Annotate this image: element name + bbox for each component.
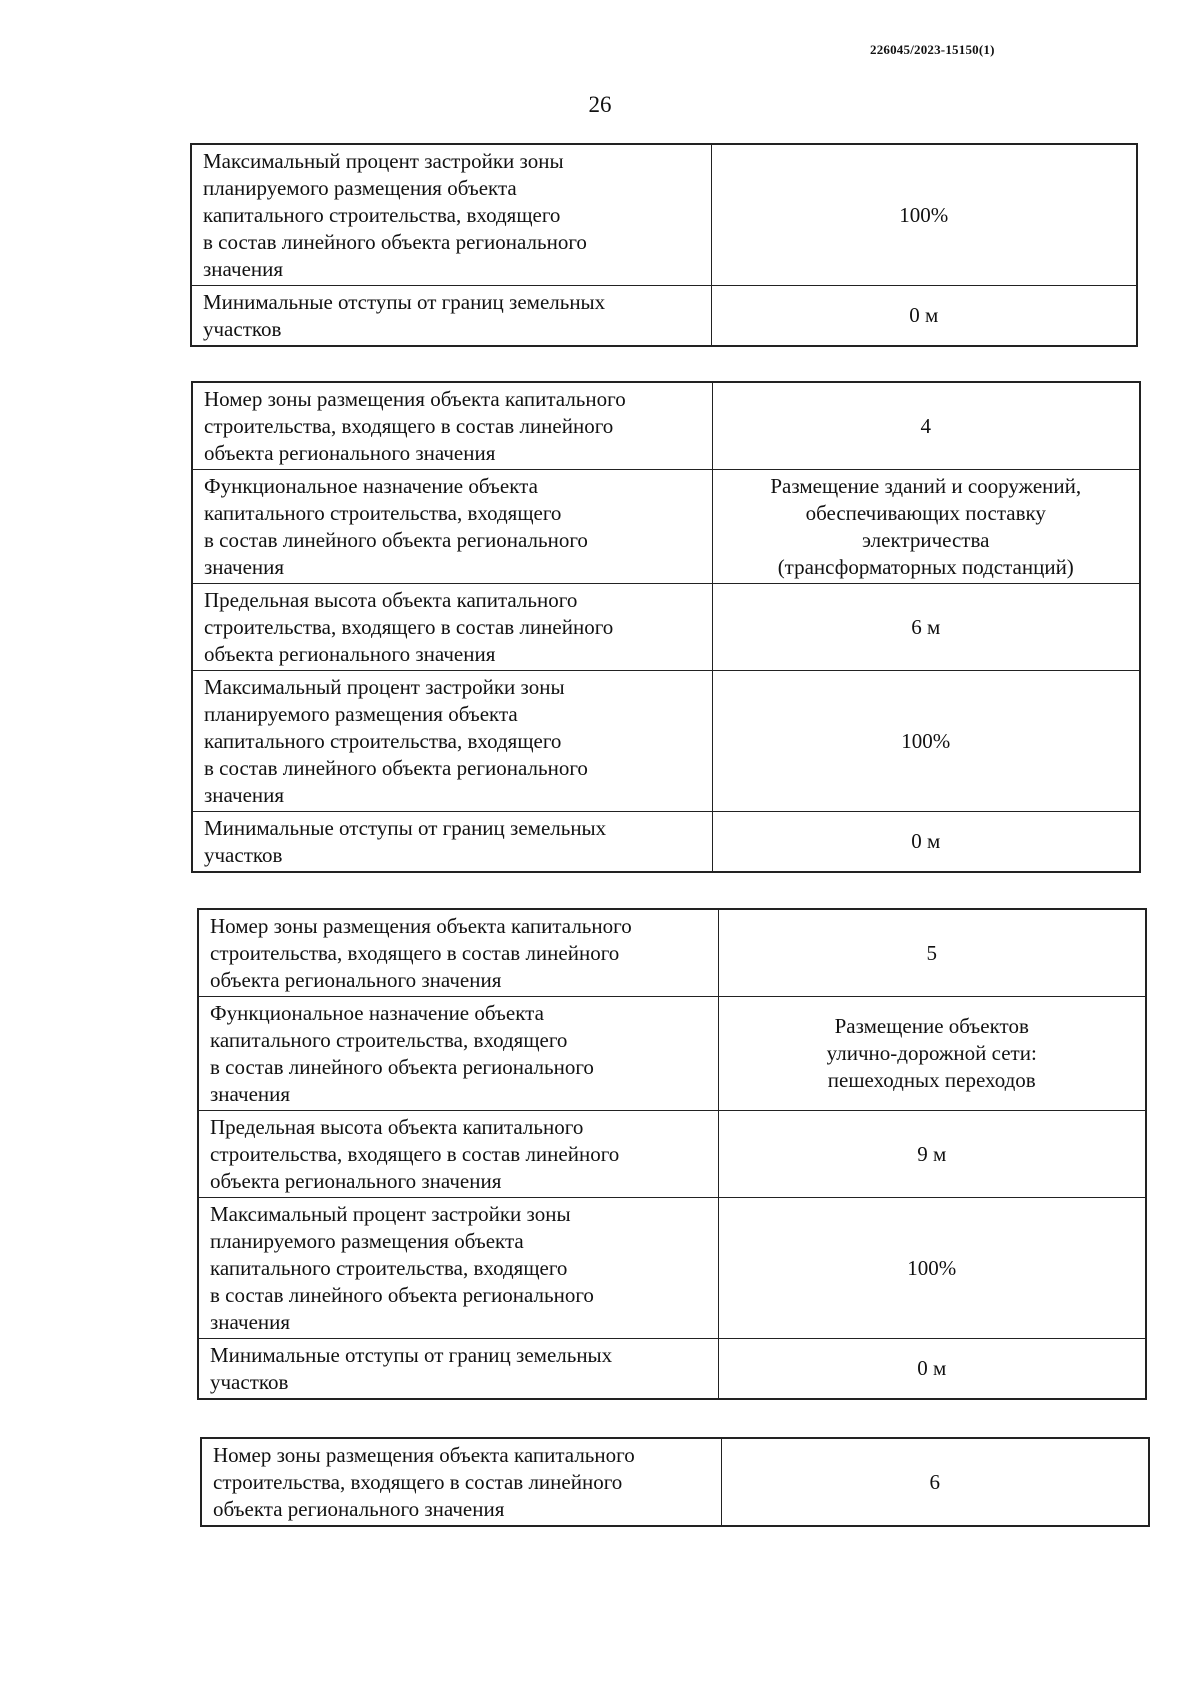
- document-registration-number: 226045/2023-15150(1): [870, 42, 995, 57]
- parameter-name-cell: [198, 997, 718, 1111]
- parameter-name-line: участков: [203, 317, 282, 341]
- parameter-value-line: 9 м: [917, 1141, 947, 1166]
- parameter-value-line: 100%: [899, 202, 949, 227]
- parameter-name-line: Функциональное назначение объекта: [210, 1001, 544, 1025]
- parameter-name-line: участков: [204, 843, 283, 867]
- parameter-value-line: 6: [929, 1469, 940, 1494]
- parameter-name-line: капитального строительства, входящего: [203, 203, 561, 227]
- parameter-value-line: Размещение зданий и сооружений,: [770, 473, 1082, 498]
- parameter-value-line: 0 м: [911, 829, 941, 853]
- parameter-name-line: Предельная высота объекта капитального: [204, 588, 578, 612]
- parameter-value-cell: [718, 1111, 1146, 1198]
- parameter-name-line: Номер зоны размещения объекта капитального: [210, 914, 632, 938]
- parameter-name-line: строительства, входящего в состав линейного: [210, 941, 620, 965]
- parameter-name-line: значения: [210, 1082, 291, 1106]
- parameter-value-line: Размещение объектов: [834, 1014, 1029, 1038]
- table-row: [192, 382, 1140, 470]
- parameter-name-line: объекта регионального значения: [210, 1169, 502, 1193]
- parameter-value-cell: [712, 671, 1140, 812]
- table-row: [198, 1111, 1146, 1198]
- parameter-value-line: электричества: [862, 527, 990, 552]
- parameter-value-cell: [718, 1339, 1146, 1400]
- parameter-value-cell: [712, 470, 1140, 584]
- parameter-name-cell: [198, 1339, 718, 1400]
- table-row: [192, 671, 1140, 812]
- parameter-value-line: (трансформаторных подстанций): [777, 554, 1074, 579]
- table-row: [192, 584, 1140, 671]
- parameter-value-cell: [718, 1198, 1146, 1339]
- parameter-name-line: в состав линейного объекта регионального: [204, 528, 588, 552]
- parameter-value-line: 100%: [907, 1255, 957, 1280]
- zone-parameters-table-continued: [190, 143, 1138, 347]
- parameter-name-line: Минимальные отступы от границ земельных: [203, 290, 606, 314]
- parameter-name-cell: [191, 144, 711, 286]
- parameter-name-line: в состав линейного объекта регионального: [210, 1055, 594, 1079]
- parameter-name-line: Предельная высота объекта капитального: [210, 1115, 584, 1139]
- parameter-name-line: планируемого размещения объекта: [203, 176, 517, 200]
- parameter-name-line: Функциональное назначение объекта: [204, 474, 538, 498]
- parameter-name-cell: [201, 1438, 721, 1526]
- parameter-name-line: капитального строительства, входящего: [210, 1256, 568, 1280]
- parameter-name-line: Номер зоны размещения объекта капитального: [204, 387, 626, 411]
- parameter-value-cell: [712, 382, 1140, 470]
- parameter-name-line: Максимальный процент застройки зоны: [210, 1202, 571, 1226]
- zone-6-parameters-table: [200, 1437, 1150, 1527]
- parameter-value-line: 100%: [901, 728, 951, 753]
- table-row: [192, 812, 1140, 873]
- parameter-value-cell: [712, 584, 1140, 671]
- parameter-name-line: значения: [203, 257, 284, 281]
- parameter-name-line: планируемого размещения объекта: [204, 702, 518, 726]
- parameter-value-cell: [718, 997, 1146, 1111]
- table-row: [191, 286, 1137, 347]
- parameter-name-line: Максимальный процент застройки зоны: [204, 675, 565, 699]
- parameter-value-cell: [721, 1438, 1149, 1526]
- zone-4-parameters-table: [191, 381, 1141, 873]
- parameter-value-cell: [711, 144, 1137, 286]
- zone-5-parameters-table: [197, 908, 1147, 1400]
- parameter-value-line: 0 м: [917, 1356, 947, 1380]
- table-row: [198, 1339, 1146, 1400]
- parameter-name-line: Минимальные отступы от границ земельных: [210, 1343, 613, 1367]
- parameter-name-line: в состав линейного объекта регионального: [204, 756, 588, 780]
- parameter-name-cell: [192, 812, 712, 873]
- parameter-name-line: значения: [210, 1310, 291, 1334]
- parameter-name-line: Минимальные отступы от границ земельных: [204, 816, 607, 840]
- parameter-name-line: Максимальный процент застройки зоны: [203, 149, 564, 173]
- parameter-name-cell: [191, 286, 711, 347]
- parameter-name-cell: [198, 909, 718, 997]
- parameter-value-cell: [712, 812, 1140, 873]
- page-number: 26: [588, 92, 612, 117]
- table-row: [198, 909, 1146, 997]
- parameter-value-line: 6 м: [911, 614, 941, 639]
- parameter-value-line: пешеходных переходов: [827, 1068, 1036, 1092]
- parameter-name-line: в состав линейного объекта регионального: [210, 1283, 594, 1307]
- parameter-value-line: обеспечивающих поставку: [805, 500, 1046, 525]
- parameter-value-line: 5: [926, 940, 937, 965]
- parameter-name-line: Номер зоны размещения объекта капитального: [213, 1443, 635, 1467]
- parameter-name-line: участков: [210, 1370, 289, 1394]
- parameter-name-line: значения: [204, 783, 285, 807]
- parameter-value-cell: [718, 909, 1146, 997]
- parameter-name-line: строительства, входящего в состав линейного: [213, 1470, 623, 1494]
- parameter-value-line: 0 м: [909, 303, 939, 327]
- table-row: [198, 997, 1146, 1111]
- parameter-name-cell: [192, 382, 712, 470]
- parameter-name-line: капитального строительства, входящего: [204, 729, 562, 753]
- parameter-name-line: объекта регионального значения: [213, 1497, 505, 1521]
- parameter-name-cell: [198, 1198, 718, 1339]
- parameter-name-cell: [198, 1111, 718, 1198]
- parameter-name-line: в состав линейного объекта регионального: [203, 230, 587, 254]
- parameter-name-line: капитального строительства, входящего: [204, 501, 562, 525]
- table-row: [201, 1438, 1149, 1526]
- table-row: [191, 144, 1137, 286]
- parameter-name-line: строительства, входящего в состав линейного: [210, 1142, 620, 1166]
- parameter-name-line: объекта регионального значения: [204, 441, 496, 465]
- parameter-value-line: 4: [920, 413, 931, 438]
- parameter-name-cell: [192, 470, 712, 584]
- parameter-name-line: объекта регионального значения: [210, 968, 502, 992]
- parameter-name-line: значения: [204, 555, 285, 579]
- parameter-name-line: строительства, входящего в состав линейного: [204, 414, 614, 438]
- parameter-name-line: строительства, входящего в состав линейного: [204, 615, 614, 639]
- parameter-name-line: капитального строительства, входящего: [210, 1028, 568, 1052]
- parameter-name-cell: [192, 671, 712, 812]
- parameter-value-cell: [711, 286, 1137, 347]
- parameter-name-cell: [192, 584, 712, 671]
- table-row: [198, 1198, 1146, 1339]
- parameter-value-line: улично-дорожной сети:: [826, 1041, 1037, 1065]
- parameter-name-line: планируемого размещения объекта: [210, 1229, 524, 1253]
- table-row: [192, 470, 1140, 584]
- parameter-name-line: объекта регионального значения: [204, 642, 496, 666]
